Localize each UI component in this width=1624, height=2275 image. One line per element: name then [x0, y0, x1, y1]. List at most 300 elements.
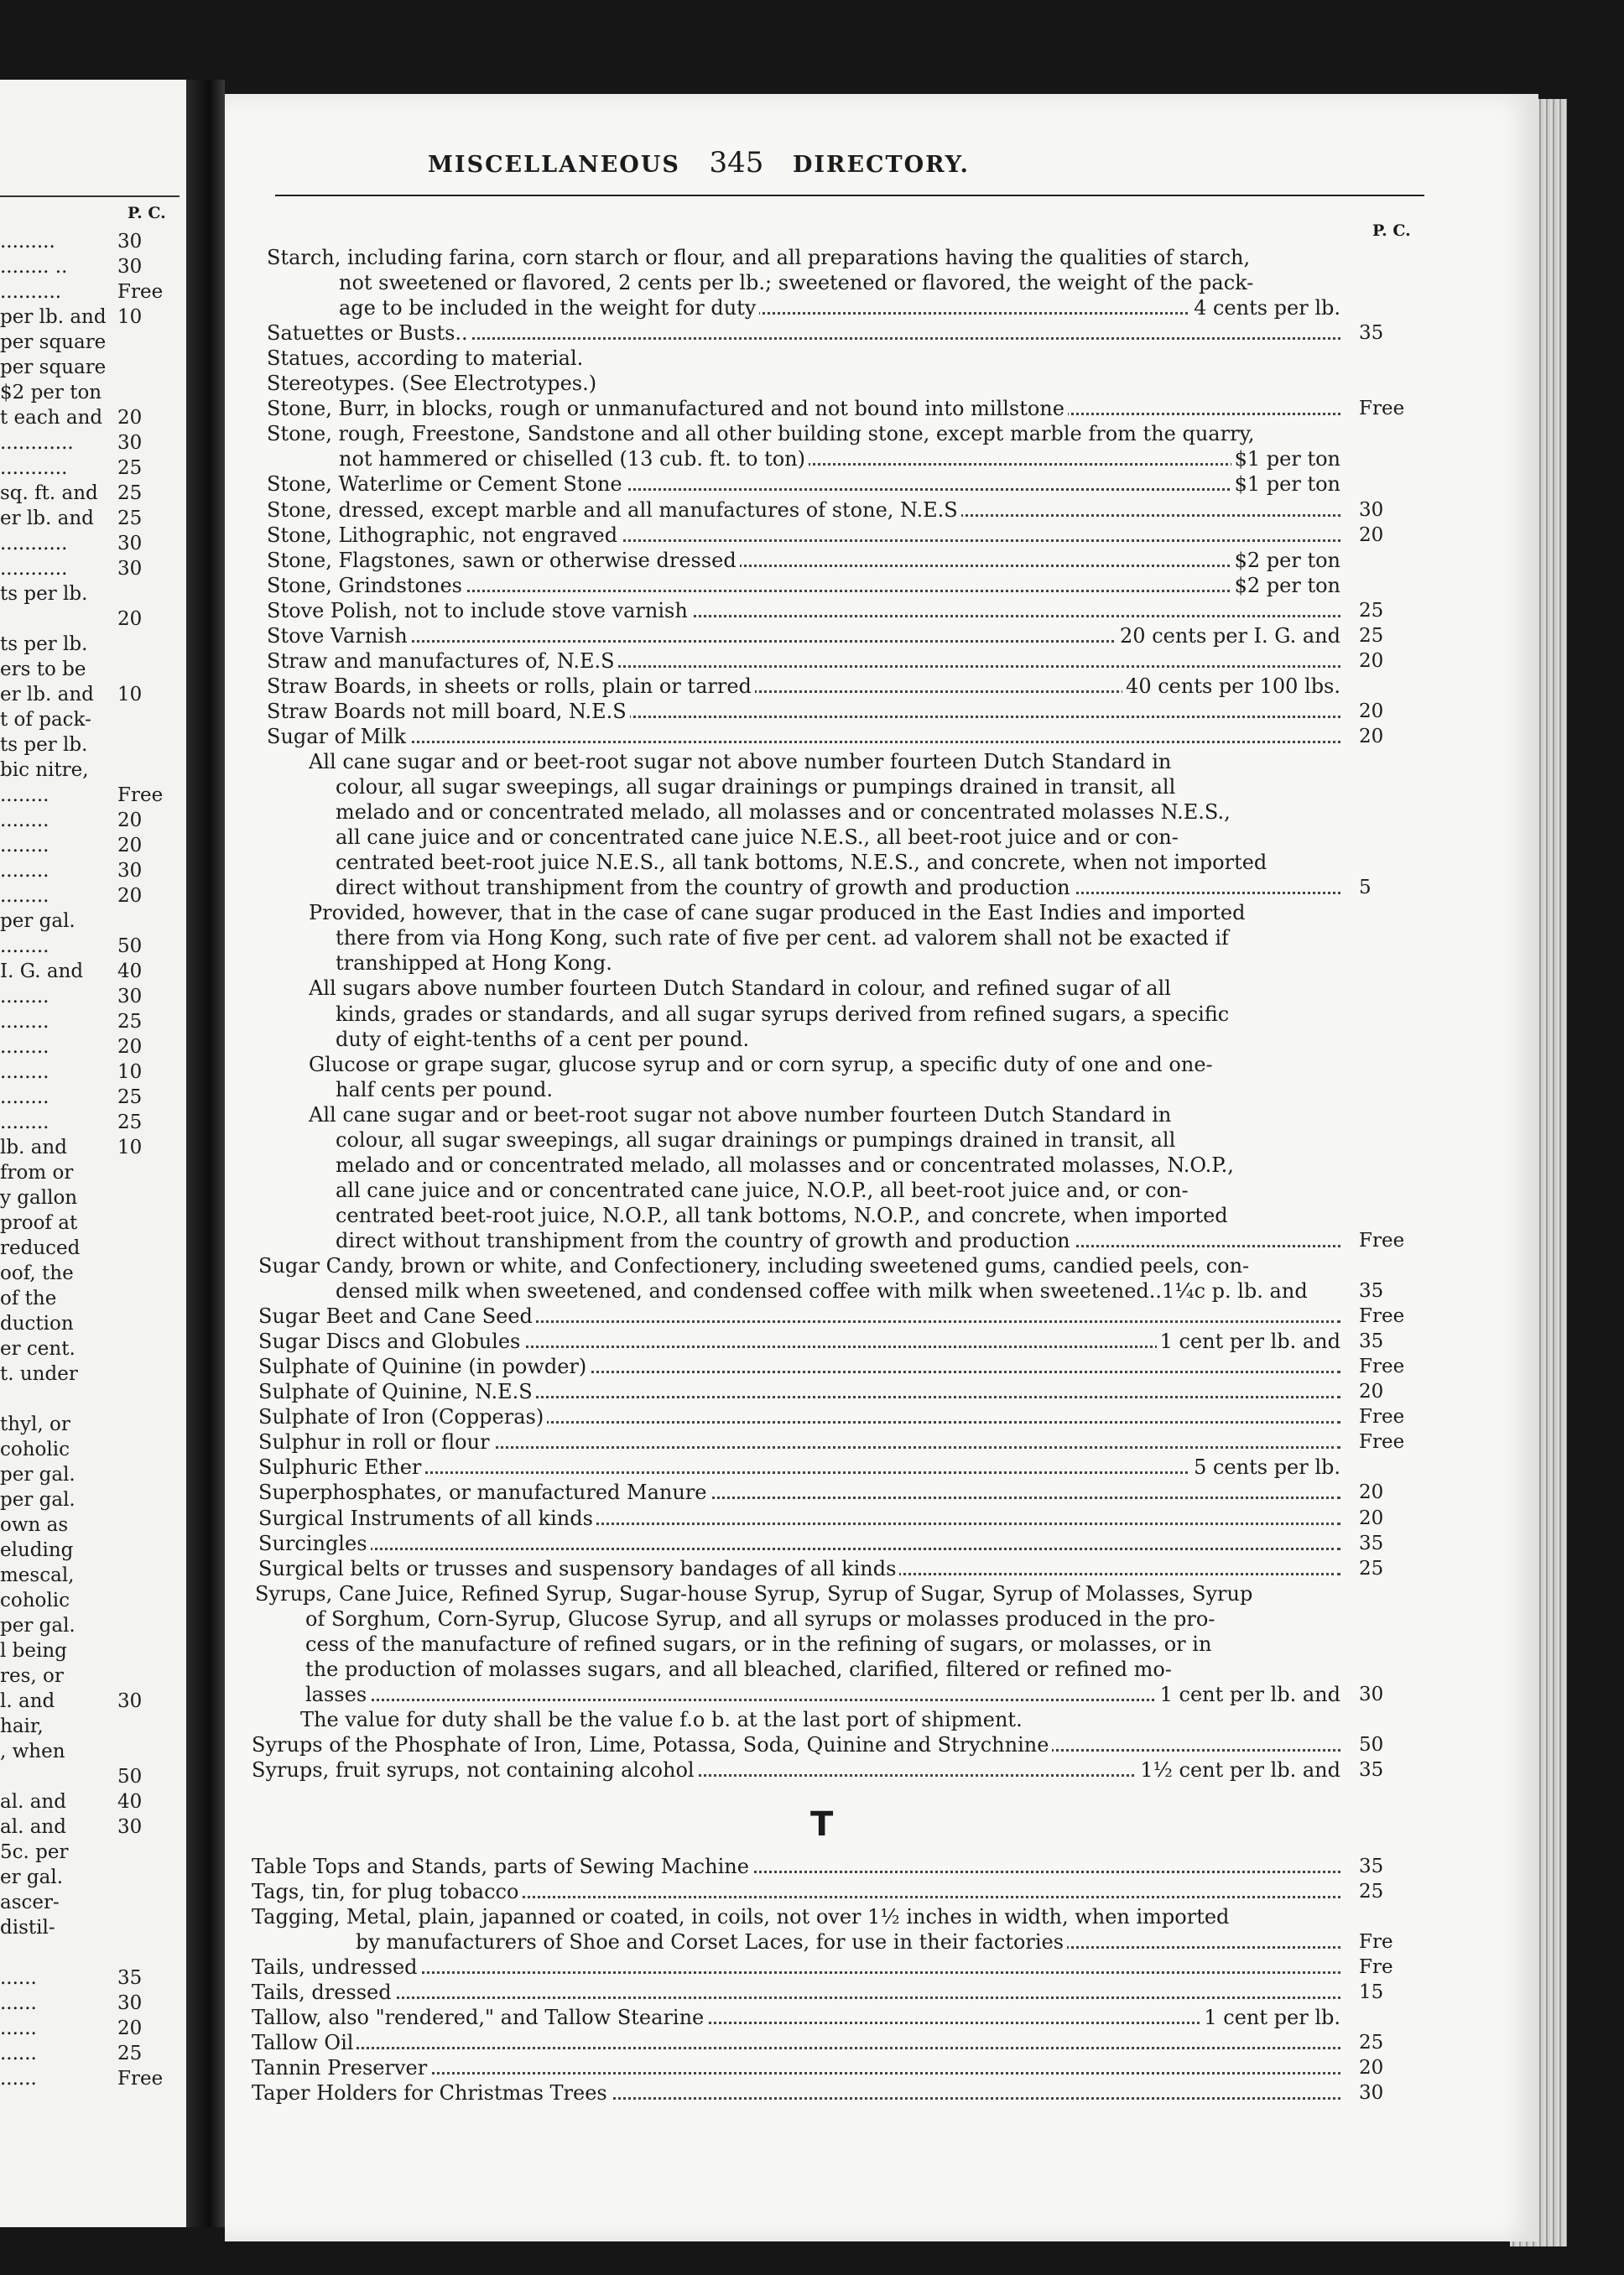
left-fragment-row	[0, 1638, 180, 1663]
tariff-line	[267, 724, 1340, 749]
percent-rate: Free	[1359, 1229, 1405, 1252]
tariff-line	[339, 295, 1340, 320]
left-fragment-row	[0, 908, 180, 934]
tariff-line	[252, 1732, 1340, 1757]
tariff-line	[339, 270, 1340, 295]
tariff-line	[258, 1329, 1340, 1354]
line-text: kinds, grades or standards, and all sugar syrups derived from refined sugars, a specific	[336, 1002, 1232, 1026]
percent-rate: 30	[1359, 2082, 1384, 2104]
tariff-line	[300, 1707, 1340, 1732]
tariff-line	[336, 1203, 1340, 1228]
left-fragment-row	[0, 732, 180, 757]
left-fragment-row	[0, 1789, 180, 1814]
left-fragment-text: per lb. and	[0, 306, 107, 328]
line-text: Sulphate of Iron (Copperas)	[258, 1405, 547, 1429]
tariff-line	[305, 1606, 1340, 1632]
left-fragment-text: t each and	[0, 407, 103, 429]
line-text: all cane juice and or concentrated cane juice N.E.S., all beet-root juice and or con-	[336, 825, 1182, 849]
percent-rate: 20	[1359, 700, 1384, 722]
left-fragment-text: ts per lb.	[0, 633, 88, 655]
line-text: Sugar Beet and Cane Seed	[258, 1304, 536, 1328]
left-fragment-row	[0, 1588, 180, 1613]
line-text: All cane sugar and or beet-root sugar not above number fourteen Dutch Standard in	[309, 750, 1174, 773]
line-text: duty of eight-tenths of a cent per pound.	[336, 1028, 752, 1051]
left-fragment-text: per gal.	[0, 1464, 75, 1486]
line-text: centrated beet-root juice, N.O.P., all tank bottoms, N.O.P., and concrete, when imported	[336, 1204, 1231, 1227]
left-fragment-text: eluding	[0, 1539, 74, 1561]
left-fragment-row	[0, 254, 180, 279]
left-fragment-rate: 30	[117, 558, 143, 580]
tariff-line	[258, 1253, 1340, 1278]
line-text: not hammered or chiselled (13 cub. ft. to ton)	[339, 447, 809, 471]
left-fragment-rate: 30	[117, 1690, 143, 1712]
left-fragment-row	[0, 1714, 180, 1739]
tariff-line	[252, 2030, 1340, 2055]
left-fragment-row	[0, 481, 180, 506]
left-fragment-rate: Free	[117, 281, 164, 303]
line-text: Tannin Preserver	[252, 2056, 430, 2080]
left-fragment-row	[0, 1412, 180, 1437]
left-fragment-text: l being	[0, 1640, 67, 1662]
line-text: Glucose or grape sugar, glucose syrup and or corn syrup, a specific duty of one and one-	[309, 1053, 1216, 1076]
left-fragment-text: sq. ft. and	[0, 482, 98, 504]
left-fragment-row	[0, 1563, 180, 1588]
left-pc-header: P. C.	[128, 204, 166, 222]
left-fragment-text: proof at	[0, 1212, 78, 1234]
left-fragment-rate: 30	[117, 1816, 143, 1838]
left-fragment-text: ........	[0, 810, 49, 831]
tariff-line	[267, 548, 1340, 573]
tariff-line	[258, 1556, 1340, 1581]
left-fragment-rate: 30	[117, 256, 143, 278]
percent-rate: 35	[1359, 322, 1384, 345]
section-letter: T	[810, 1805, 834, 1844]
tariff-line	[309, 900, 1340, 925]
left-fragment-row	[0, 1865, 180, 1890]
tariff-line	[305, 1657, 1340, 1682]
line-text: transhipped at Hong Kong.	[336, 951, 616, 975]
specific-duty: 5 cents per lb.	[1190, 1455, 1340, 1480]
tariff-line	[336, 925, 1340, 950]
line-text: all cane juice and or concentrated cane juice, N.O.P., all beet-root juice and, or con-	[336, 1179, 1192, 1202]
tariff-line	[336, 950, 1340, 976]
left-fragment-rate: 40	[117, 960, 143, 982]
left-fragment-row	[0, 606, 180, 632]
left-fragment-text: reduced	[0, 1237, 81, 1259]
left-fragment-rate: 25	[117, 1086, 143, 1108]
dot-leader	[252, 2047, 1340, 2049]
percent-rate: 25	[1359, 2032, 1384, 2054]
percent-rate: 50	[1359, 1733, 1384, 1756]
left-fragment-row	[0, 1538, 180, 1563]
line-text: Surgical belts or trusses and suspensory bandages of all kinds	[258, 1557, 899, 1580]
tariff-line	[267, 421, 1340, 446]
percent-rate: 30	[1359, 1683, 1384, 1705]
left-fragment-row	[0, 531, 180, 556]
line-text: Straw and manufactures of, N.E.S	[267, 649, 618, 673]
left-fragment-row	[0, 682, 180, 707]
left-fragment-text: per gal.	[0, 910, 75, 932]
left-fragment-text: thyl, or	[0, 1413, 70, 1435]
percent-rate: 25	[1359, 599, 1384, 622]
left-fragment-text: t of pack-	[0, 709, 91, 731]
left-fragment-text: er lb. and	[0, 508, 94, 529]
left-fragment-rate: 25	[117, 482, 143, 504]
left-fragment-rate: 35	[117, 1967, 143, 1989]
left-fragment-rate: 25	[117, 457, 143, 479]
left-fragment-rate: 20	[117, 1036, 143, 1058]
tariff-line	[267, 699, 1340, 724]
left-fragment-text: per gal.	[0, 1489, 75, 1511]
tariff-line	[267, 471, 1340, 497]
tariff-line	[258, 1379, 1340, 1404]
left-fragment-text: ........	[0, 860, 49, 882]
tariff-line	[336, 1178, 1340, 1203]
left-fragment-row	[0, 1940, 180, 1965]
left-fragment-row	[0, 1915, 180, 1940]
line-text: Straw Boards, in sheets or rolls, plain or tarred	[267, 674, 755, 698]
left-fragment-text: t. under	[0, 1363, 78, 1385]
left-fragment-text: y gallon	[0, 1187, 78, 1209]
tariff-line	[258, 1531, 1340, 1556]
left-fragment-row	[0, 833, 180, 858]
right-page	[225, 94, 1538, 2241]
dot-leader	[252, 1996, 1340, 1999]
line-text: Sulphuric Ether	[258, 1455, 424, 1479]
line-text: Table Tops and Stands, parts of Sewing Machine	[252, 1855, 752, 1878]
left-fragment-rate: 10	[117, 684, 143, 705]
tariff-line	[336, 1228, 1340, 1253]
percent-rate: Free	[1359, 1305, 1405, 1328]
book-gutter	[186, 80, 225, 2227]
tariff-line	[252, 2055, 1340, 2080]
line-text: lasses	[305, 1683, 370, 1706]
left-fragment-text: ........	[0, 986, 49, 1007]
tariff-line	[252, 1904, 1340, 1929]
line-text: Taper Holders for Christmas Trees	[252, 2081, 611, 2105]
specific-duty: $2 per ton	[1231, 548, 1340, 573]
percent-rate: 25	[1359, 1881, 1384, 1903]
left-fragment-row	[0, 1689, 180, 1714]
left-fragment-text: ........	[0, 1036, 49, 1058]
left-fragment-text: ......	[0, 1992, 37, 2014]
left-fragment-rate: 50	[117, 935, 143, 957]
specific-duty: $2 per ton	[1231, 573, 1340, 598]
dot-leader	[267, 741, 1340, 743]
tariff-line	[336, 1127, 1340, 1153]
left-fragment-text: ers to be	[0, 659, 86, 680]
left-fragment-row	[0, 1261, 180, 1286]
left-fragment-text: ........ ..	[0, 256, 68, 278]
line-text: melado and or concentrated melado, all molasses and or concentrated molasses N.E.S.,	[336, 800, 1234, 824]
line-text: Stone, dressed, except marble and all manufactures of stone, N.E.S	[267, 498, 961, 522]
line-text: Tagging, Metal, plain, japanned or coated, in coils, not over 1½ inches in width, when imported	[252, 1905, 1232, 1929]
percent-rate: Free	[1359, 1431, 1405, 1454]
line-text: Tallow Oil	[252, 2031, 357, 2054]
left-fragment-row	[0, 1890, 180, 1915]
line-text: Stone, Lithographic, not engraved	[267, 523, 621, 547]
percent-rate: 35	[1359, 1330, 1384, 1353]
tariff-line	[267, 573, 1340, 598]
left-fragment-row	[0, 581, 180, 606]
specific-duty: 1 cent per lb. and	[1157, 1682, 1340, 1707]
left-fragment-text: , when	[0, 1741, 65, 1762]
line-text: Sulphate of Quinine, N.E.S	[258, 1380, 536, 1403]
tariff-line	[267, 346, 1340, 371]
left-fragment-rate: 10	[117, 306, 143, 328]
tariff-line	[267, 674, 1340, 699]
left-fragment-text: ts per lb.	[0, 734, 88, 756]
tariff-line	[267, 523, 1340, 548]
left-fragment-row	[0, 1965, 180, 1991]
left-fragment-text: l. and	[0, 1690, 55, 1712]
left-fragment-text: al. and	[0, 1791, 66, 1813]
line-text: colour, all sugar sweepings, all sugar drainings or pumpings drained in transit, all	[336, 775, 1179, 799]
tariff-line	[267, 497, 1340, 523]
left-fragment-text: I. G. and	[0, 960, 84, 982]
line-text: Tails, dressed	[252, 1981, 395, 2004]
tariff-line	[267, 598, 1340, 623]
line-text: Superphosphates, or manufactured Manure	[258, 1481, 710, 1504]
tariff-line	[336, 799, 1340, 825]
line-text: the production of molasses sugars, and all bleached, clarified, filtered or refined mo-	[305, 1658, 1175, 1681]
left-fragment-row	[0, 984, 180, 1009]
left-fragment-row	[0, 858, 180, 883]
left-fragment-row	[0, 1739, 180, 1764]
left-fragment-text: per gal.	[0, 1615, 75, 1637]
left-fragment-row	[0, 1034, 180, 1059]
left-fragment-text: coholic	[0, 1439, 70, 1460]
left-fragment-row	[0, 556, 180, 581]
line-text: Sugar Candy, brown or white, and Confectionery, including sweetened gums, candied peels, con-	[258, 1254, 1252, 1278]
left-fragment-row	[0, 1361, 180, 1387]
left-fragment-text: ........	[0, 1086, 49, 1108]
left-fragment-row	[0, 1236, 180, 1261]
percent-rate: 15	[1359, 1981, 1384, 2003]
tariff-line	[252, 1757, 1340, 1783]
left-fragment-rate: 20	[117, 608, 143, 630]
left-fragment-text: er lb. and	[0, 684, 94, 705]
tariff-line	[336, 774, 1340, 799]
left-fragment-row	[0, 1991, 180, 2016]
tariff-line	[267, 648, 1340, 674]
tariff-line	[267, 320, 1340, 346]
left-fragment-text: $2 per ton	[0, 382, 102, 403]
left-fragment-row	[0, 757, 180, 783]
tariff-line	[267, 245, 1340, 270]
tariff-line	[336, 1153, 1340, 1178]
left-fragment-text: oof, the	[0, 1262, 74, 1284]
left-fragment-text: own as	[0, 1514, 69, 1536]
specific-duty: 20 cents per I. G. and	[1116, 623, 1340, 648]
left-fragment-rate: 50	[117, 1766, 143, 1788]
left-fragment-row	[0, 1110, 180, 1135]
left-fragment-rate: 40	[117, 1791, 143, 1813]
left-fragment-text: ............	[0, 432, 74, 454]
left-fragment-row	[0, 1336, 180, 1361]
percent-rate: 20	[1359, 649, 1384, 672]
left-fragment-text: ......	[0, 2043, 37, 2064]
percent-rate: Free	[1359, 1356, 1405, 1378]
line-text: Surgical Instruments of all kinds	[258, 1507, 596, 1530]
left-header-rule	[0, 195, 180, 197]
tariff-line	[267, 396, 1340, 421]
specific-duty: $1 per ton	[1231, 446, 1340, 471]
line-text: Statues, according to material.	[267, 346, 586, 370]
left-fragment-text: mescal,	[0, 1564, 75, 1586]
left-fragment-row	[0, 456, 180, 481]
tariff-line	[252, 1980, 1340, 2005]
left-fragment-text: ........	[0, 784, 49, 806]
tariff-line	[309, 1102, 1340, 1127]
left-page-fragment	[0, 80, 186, 2227]
line-text: Sugar of Milk	[267, 725, 409, 748]
tariff-line	[336, 1027, 1340, 1052]
left-fragment-text: from or	[0, 1162, 74, 1184]
tariff-line	[336, 1002, 1340, 1027]
percent-rate: 20	[1359, 1507, 1384, 1529]
left-fragment-rate: 30	[117, 432, 143, 454]
tariff-line	[309, 1052, 1340, 1077]
line-text: centrated beet-root juice N.E.S., all tank bottoms, N.E.S., and concrete, when not imported	[336, 851, 1270, 874]
specific-duty: 1½ cent per lb. and	[1137, 1757, 1340, 1783]
left-fragment-row	[0, 380, 180, 405]
left-fragment-row	[0, 1663, 180, 1689]
left-fragment-row	[0, 657, 180, 682]
left-fragment-row	[0, 934, 180, 959]
line-text: Tags, tin, for plug tobacco	[252, 1880, 522, 1903]
left-fragment-rate: 20	[117, 835, 143, 856]
left-fragment-text: ......	[0, 2017, 37, 2039]
line-text: Syrups of the Phosphate of Iron, Lime, Potassa, Soda, Quinine and Strychnine	[252, 1733, 1052, 1757]
tariff-line	[356, 1929, 1340, 1955]
header-rule	[275, 195, 1424, 196]
left-fragment-row	[0, 2066, 180, 2091]
line-text: Provided, however, that in the case of cane sugar produced in the East Indies and imported	[309, 901, 1249, 924]
left-fragment-row	[0, 1286, 180, 1311]
line-text: Stone, Burr, in blocks, rough or unmanufactured and not bound into millstone	[267, 397, 1068, 420]
left-fragment-text: per square	[0, 357, 107, 378]
line-text: Sulphate of Quinine (in powder)	[258, 1355, 590, 1378]
line-text: Tails, undressed	[252, 1955, 421, 1979]
percent-rate: Fre	[1359, 1956, 1393, 1978]
tariff-line	[252, 1879, 1340, 1904]
left-fragment-rate: 25	[117, 508, 143, 529]
left-fragment-row	[0, 1764, 180, 1789]
page-number: 345	[709, 146, 764, 180]
left-fragment-text: ts per lb.	[0, 583, 88, 605]
left-fragment-rate: 30	[117, 1992, 143, 2014]
specific-duty: 4 cents per lb.	[1190, 295, 1340, 320]
tariff-line	[336, 825, 1340, 850]
percent-rate: 30	[1359, 498, 1384, 521]
line-text: Stone, Grindstones	[267, 574, 466, 597]
line-text: melado and or concentrated melado, all molasses and or concentrated molasses, N.O.P.,	[336, 1153, 1237, 1177]
left-fragment-row	[0, 1160, 180, 1185]
pc-column-header: P. C.	[1372, 221, 1411, 240]
line-text: Stove Polish, not to include stove varnish	[267, 599, 691, 622]
tariff-line	[309, 976, 1340, 1001]
left-fragment-text: ......	[0, 1967, 37, 1989]
left-fragment-text: of the	[0, 1288, 57, 1309]
tariff-line	[258, 1506, 1340, 1531]
tariff-line	[258, 1354, 1340, 1379]
header-left-word: MISCELLANEOUS	[428, 152, 680, 178]
left-fragment-row	[0, 1311, 180, 1336]
percent-rate: Free	[1359, 398, 1405, 420]
tariff-line	[267, 371, 1340, 396]
left-fragment-text: res, or	[0, 1665, 64, 1687]
line-text: Surcingles	[258, 1532, 371, 1555]
left-fragment-text: ........	[0, 1011, 49, 1033]
tariff-line	[258, 1429, 1340, 1455]
left-fragment-text: er gal.	[0, 1866, 64, 1888]
left-fragment-row	[0, 1613, 180, 1638]
left-fragment-rate: 20	[117, 810, 143, 831]
left-fragment-row	[0, 1512, 180, 1538]
line-text: Stone, rough, Freestone, Sandstone and all other building stone, except marble from the quarry,	[267, 422, 1258, 445]
left-fragment-row	[0, 1009, 180, 1034]
specific-duty: 1 cent per lb. and	[1157, 1329, 1340, 1354]
left-fragment-text: ..........	[0, 281, 62, 303]
tariff-line	[258, 1304, 1340, 1329]
left-fragment-text: ........	[0, 1061, 49, 1083]
left-fragment-row	[0, 1210, 180, 1236]
left-fragment-text: .........	[0, 231, 55, 252]
left-fragment-row	[0, 1437, 180, 1462]
left-fragment-row	[0, 632, 180, 657]
left-fragment-text: bic nitre,	[0, 759, 89, 781]
percent-rate: 35	[1359, 1280, 1384, 1303]
left-fragment-rate: 20	[117, 407, 143, 429]
line-text: densed milk when sweetened, and condensed coffee with milk when sweetened..1¼c p. lb. and	[336, 1279, 1311, 1303]
percent-rate: 35	[1359, 1856, 1384, 1877]
line-text: cess of the manufacture of refined sugars, or in the refining of sugars, or molasses, or in	[305, 1632, 1215, 1656]
line-text: Sulphur in roll or flour	[258, 1430, 493, 1454]
left-fragment-rate: 30	[117, 231, 143, 252]
percent-rate: Fre	[1359, 1931, 1393, 1953]
left-fragment-text: distil-	[0, 1917, 55, 1939]
left-fragment-row	[0, 1462, 180, 1487]
left-fragment-text: ........	[0, 885, 49, 907]
left-fragment-row	[0, 1387, 180, 1412]
line-text: Stove Varnish	[267, 624, 411, 648]
line-text: of Sorghum, Corn-Syrup, Glucose Syrup, and all syrups or molasses produced in the pro-	[305, 1607, 1218, 1631]
left-fragment-row	[0, 707, 180, 732]
line-text: half cents per pound.	[336, 1078, 556, 1101]
line-text: there from via Hong Kong, such rate of five per cent. ad valorem shall not be exacted if	[336, 926, 1232, 950]
percent-rate: 5	[1359, 877, 1372, 899]
tariff-line	[336, 1077, 1340, 1102]
left-fragment-text: 5c. per	[0, 1841, 69, 1863]
tariff-line	[258, 1455, 1340, 1480]
left-fragment-row	[0, 330, 180, 355]
line-text: Satuettes or Busts..	[267, 321, 471, 345]
left-fragment-rate: 10	[117, 1137, 143, 1158]
line-text: Stereotypes. (See Electrotypes.)	[267, 372, 600, 395]
tariff-line	[258, 1480, 1340, 1505]
left-fragment-rate: 20	[117, 885, 143, 907]
tariff-line	[336, 875, 1340, 900]
left-fragment-row	[0, 2041, 180, 2066]
left-fragment-row	[0, 506, 180, 531]
running-header	[225, 146, 1173, 180]
percent-rate: 35	[1359, 1759, 1384, 1781]
percent-rate: 20	[1359, 1481, 1384, 1504]
percent-rate: 20	[1359, 725, 1384, 747]
left-fragment-text: ........	[0, 1111, 49, 1133]
left-fragment-rate: Free	[117, 2068, 164, 2090]
